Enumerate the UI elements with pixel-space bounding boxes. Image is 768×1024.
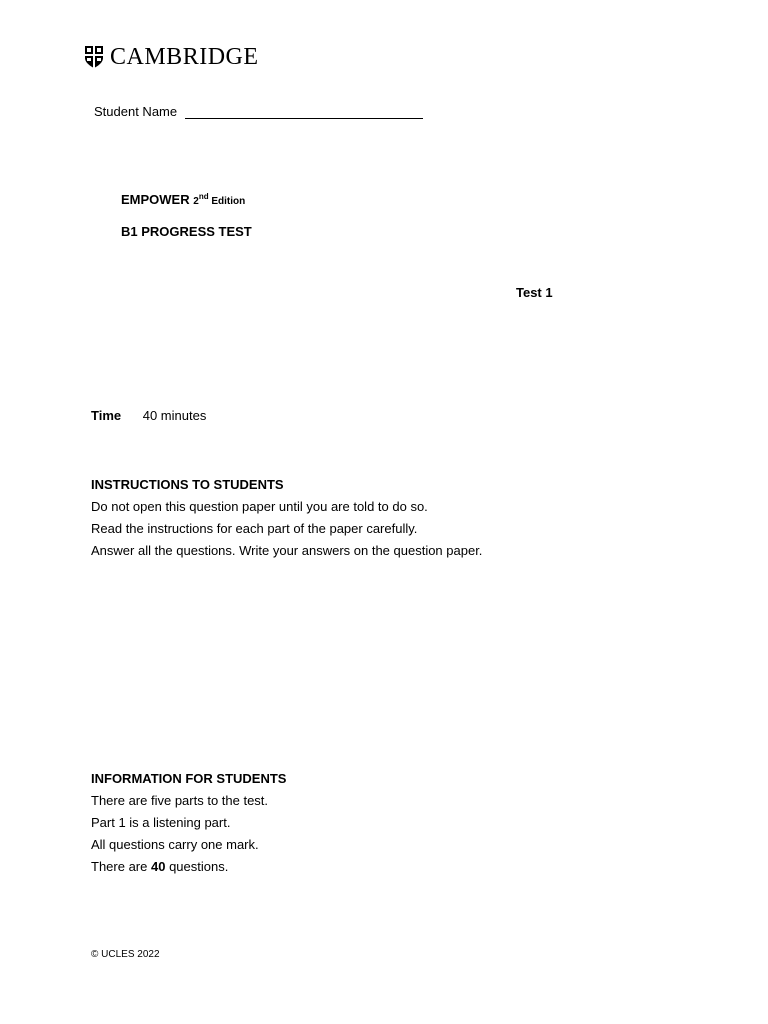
- shield-icon: [84, 45, 104, 69]
- edition-label: [193, 192, 246, 207]
- student-name-line[interactable]: [185, 102, 423, 119]
- logo-text: CAMBRIDGE: [110, 44, 259, 70]
- instructions-heading: INSTRUCTIONS TO STUDENTS: [91, 477, 284, 492]
- test-type: B1 PROGRESS TEST: [121, 224, 252, 239]
- student-name-label: Student Name: [94, 104, 178, 119]
- edition-word: Edition: [211, 196, 246, 207]
- questions-suffix: questions.: [165, 859, 229, 874]
- time-row: [91, 408, 206, 423]
- information-line: Part 1 is a listening part.: [91, 815, 231, 830]
- time-label: Time: [91, 408, 122, 423]
- information-section: [91, 771, 286, 881]
- edition-superscript: nd: [198, 192, 209, 201]
- information-line: There are five parts to the test.: [91, 793, 269, 808]
- instruction-line: Answer all the questions. Write your answers on the question paper.: [91, 543, 483, 558]
- time-value: 40 minutes: [142, 408, 207, 423]
- information-line: All questions carry one mark.: [91, 837, 259, 852]
- student-name-row: [94, 102, 423, 119]
- instructions-section: [91, 477, 482, 565]
- information-heading: INFORMATION FOR STUDENTS: [91, 771, 287, 786]
- test-number: Test 1: [516, 285, 553, 300]
- cambridge-logo: [84, 45, 259, 69]
- questions-count-line: [91, 859, 286, 875]
- series-name: EMPOWER: [121, 192, 190, 207]
- questions-count: 40: [150, 859, 166, 874]
- instruction-line: Do not open this question paper until you are told to do so.: [91, 499, 428, 514]
- series-title: [121, 192, 245, 207]
- questions-prefix: There are: [91, 859, 151, 874]
- instruction-line: Read the instructions for each part of the paper carefully.: [91, 521, 418, 536]
- copyright: © UCLES 2022: [91, 949, 160, 960]
- edition-number: 2: [193, 196, 199, 207]
